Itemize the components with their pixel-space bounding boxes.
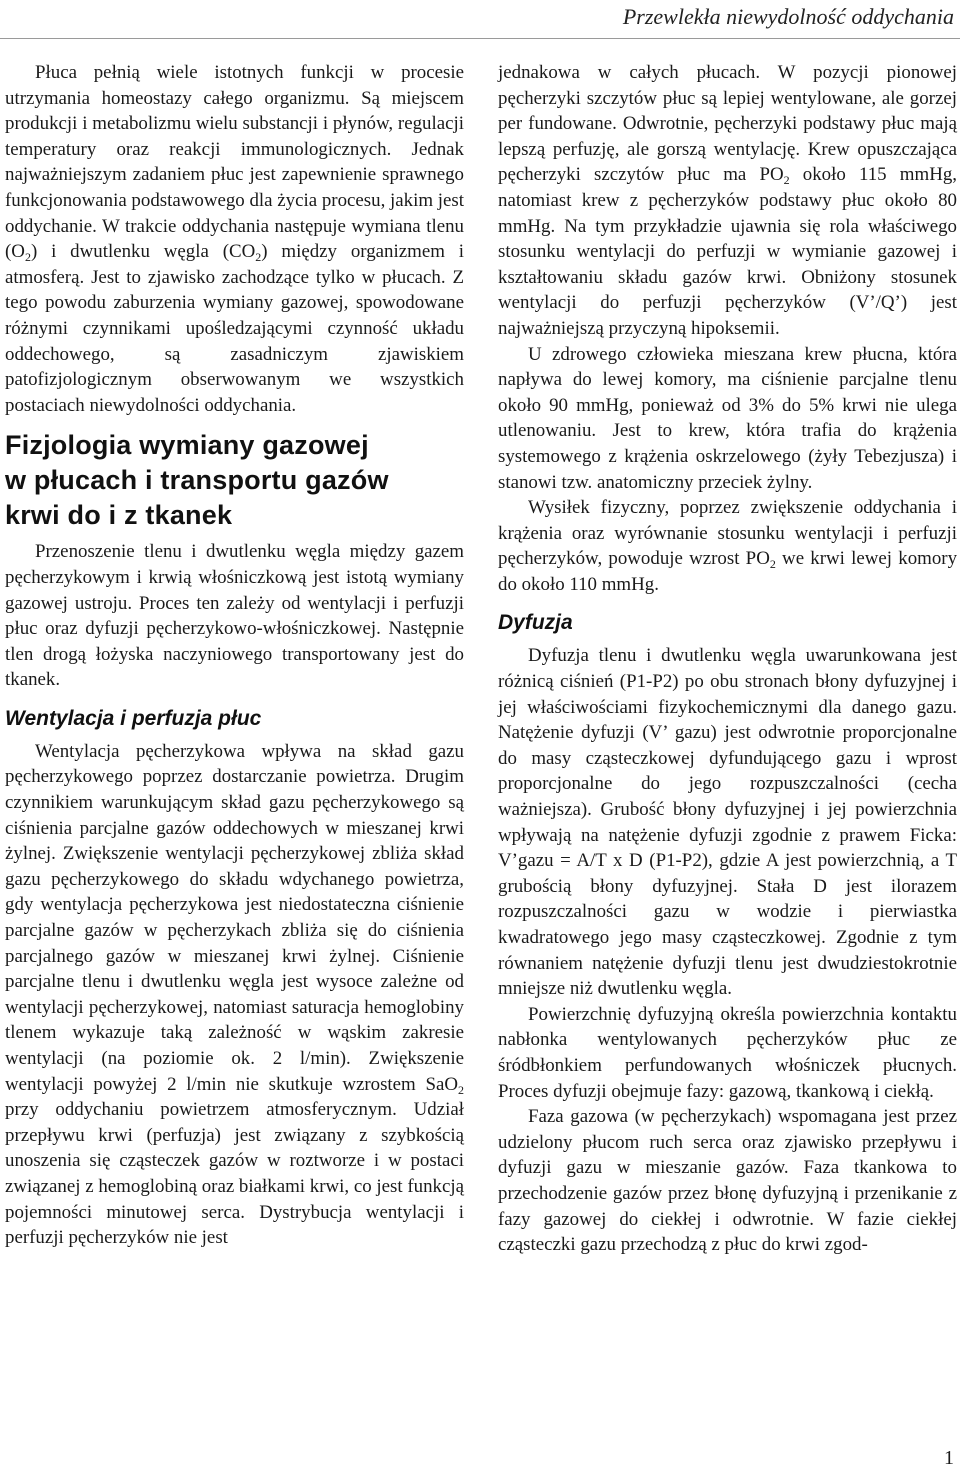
- right-column: [498, 60, 957, 1258]
- continued-paragraph: jednakowa w całych płucach. W pozycji pionowej pęcherzyki szczytów płuc są lepiej wentylowane, ale gorzej per fundowane. Odwrotnie, pęcherzyki podstawy płuc mają lepszą perfuzję, ale gorszą wentylację. Krew opuszczająca pęcherzyki szczytów płuc ma $PO_2$ około 115 mmHg, natomiast krew z pęcherzyków podstawy płuc około 80 mmHg. Na tym przykładzie ujawnia się rola właściwego stosunku wentylacji do perfuzji w wymianie gazowej i kształtowaniu składu gazów krwi. Obniżony stosunek wentylacji do perfuzji pęcherzyków (V’/Q’) jest najważniejszą przyczyną hipoksemii.: [498, 62, 957, 339]
- intro-paragraph: Płuca pełnią wiele istotnych funkcji w procesie utrzymania homeostazy całego organizmu. Są miejscem produkcji i metabolizmu wielu substancji i płynów, regulacji temperatury oraz reakcji immunologicznych. Jednak najważniejszym zadaniem płuc jest zapewnienie sprawnego funkcjonowania podstawowego dla życia procesu, jakim jest oddychanie. W trakcie oddychania następuje wymiana tlenu $(O_2)$ i dwutlenku węgla $(CO_2)$ między organizmem i atmosferą. Jest to zjawisko zachodzące tylko w płucach. Z tego powodu zaburzenia wymiany gazowej, spowodowane różnymi czynnikami upośledzającymi czynność układu oddechowego, są zasadniczym zjawiskiem patofizjologicznym obserwowanym we wszystkich postaciach niewydolności oddychania.: [5, 62, 465, 416]
- section-paragraph: Przenoszenie tlenu i dwutlenku węgla między gazem pęcherzykowym i krwią włośniczkową jest istotą wymiany gazowej ustroju. Proces ten zależy od wentylacji i perfuzji płuc oraz dyfuzji pęcherzykowo-włośniczkowej. Następnie tlen drogą łożyska naczyniowego transportowany jest do tkanek.: [5, 541, 464, 691]
- exercise-paragraph: Wysiłek fizyczny, poprzez zwiększenie oddychania i krążenia oraz wyrównanie stosunku wentylacji i perfuzji pęcherzyków, powoduje wzrost $PO_2$ we krwi lewej komory do około 110 mmHg.: [498, 497, 958, 595]
- subsection-heading-ventilation: Wentylacja i perfuzja płuc: [5, 706, 262, 730]
- subsection-heading-diffusion: Dyfuzja: [498, 611, 573, 635]
- page-number: 1: [944, 1447, 954, 1469]
- running-head: Przewlekła niewydolność oddychania: [622, 4, 954, 29]
- healthy-blood-paragraph: U zdrowego człowieka mieszana krew płucna, która napływa do lewej komory, ma ciśnienie parcjalne tlenu około 90 mmHg, ponieważ od 3% do 5% krwi nie ulega utlenowaniu. Jest to krew, która trafia do krążenia systemowego z krążenia oskrzelowego (żyły Tebezjusza) i stanowi tzw. anatomiczny przeciek żylny.: [498, 343, 957, 493]
- diffusion-paragraph-2: Powierzchnię dyfuzyjną określa powierzchnia kontaktu nabłonka wentylowanych pęcherzyków płuc ze śródbłonkiem perfundowanych włośniczek płucnych. Proces dyfuzji obejmuje fazy: gazową, tkankową i ciekłą.: [498, 1003, 957, 1102]
- diffusion-paragraph-3: Faza gazowa (w pęcherzykach) wspomagana jest przez udzielony płucom ruch serca oraz zjawisko przepływu i dyfuzji gazu w mieszanie gazów. Faza tkankowa to przechodzenie gazów przez błonę dyfuzyjną i przenikanie z fazy gazowej do ciekłej i odwrotnie. W fazie ciekłej cząsteczki gazu przechodzą z płuc do krwi zgod-: [498, 1106, 957, 1256]
- left-column: [5, 60, 464, 1251]
- section-heading: Fizjologia wymiany gazowej w płucach i transportu gazów krwi do i z tkanek: [5, 430, 389, 531]
- ventilation-paragraph: Wentylacja pęcherzykowa wpływa na skład gazu pęcherzykowego poprzez dostarczanie powietrza. Drugim czynnikiem warunkującym skład gazu pęcherzykowego są ciśnienia parcjalne gazów oddechowych w mieszanej krwi żylnej. Zwiększenie wentylacji pęcherzykowej zbliża skład gazu pęcherzykowego do składu wdychanego powietrza, gdy wentylacja pęcherzykowa jest niedostateczna ciśnienie parcjalne gazów w pęcherzykach zbliża się do ciśnienia parcjalnego gazów w mieszanej krwi żylnej. Ciśnienie parcjalne tlenu i dwutlenku węgla jest wysoce zależne od wentylacji pęcherzykowej, natomiast saturacja hemoglobiny tlenem wykazuje taką zależność w wąskim zakresie wentylacji (na poziomie ok. 2 l/min). Zwiększenie wentylacji powyżej 2 l/min nie skutkuje wzrostem SaO$_2$ przy oddychaniu powietrzem atmosferycznym. Udział przepływu krwi (perfuzja) jest związany z szybkością unoszenia się cząsteczek gazów w roztworze i w postaci związanej z hemoglobiną oraz białkami krwi, co jest funkcją pojemności minutowej serca. Dystrybucja wentylacji i perfuzji pęcherzyków nie jest: [5, 740, 464, 1249]
- page-header: [0, 0, 960, 39]
- diffusion-paragraph-1: Dyfuzja tlenu i dwutlenku węgla uwarunkowana jest różnicą ciśnień (P1-P2) po obu stronach błony dyfuzyjnej i jej właściwościami fizykochemicznymi dla danego gazu. Natężenie dyfuzji (V’ gazu) jest odwrotnie proporcjonalne do masy cząsteczkowej dyfundującego gazu i wprost proporcjonalne do jego rozpuszczalności (cecha ważniejsza). Grubość błony dyfuzyjnej i jej powierzchnia wpływają na natężenie dyfuzji zgodnie z prawem Ficka: V’gazu = A/T x D (P1-P2), gdzie A jest powierzchnią, a T grubością błony dyfuzyjnej. Stała D jest ilorazem rozpuszczalności gazu w wodzie i pierwiastka kwadratowego jego masy cząsteczkowej. Zgodnie z tym równaniem natężenie dyfuzji tlenu jest dwudziestokrotnie mniejsze niż dwutlenku węgla.: [498, 645, 957, 1000]
